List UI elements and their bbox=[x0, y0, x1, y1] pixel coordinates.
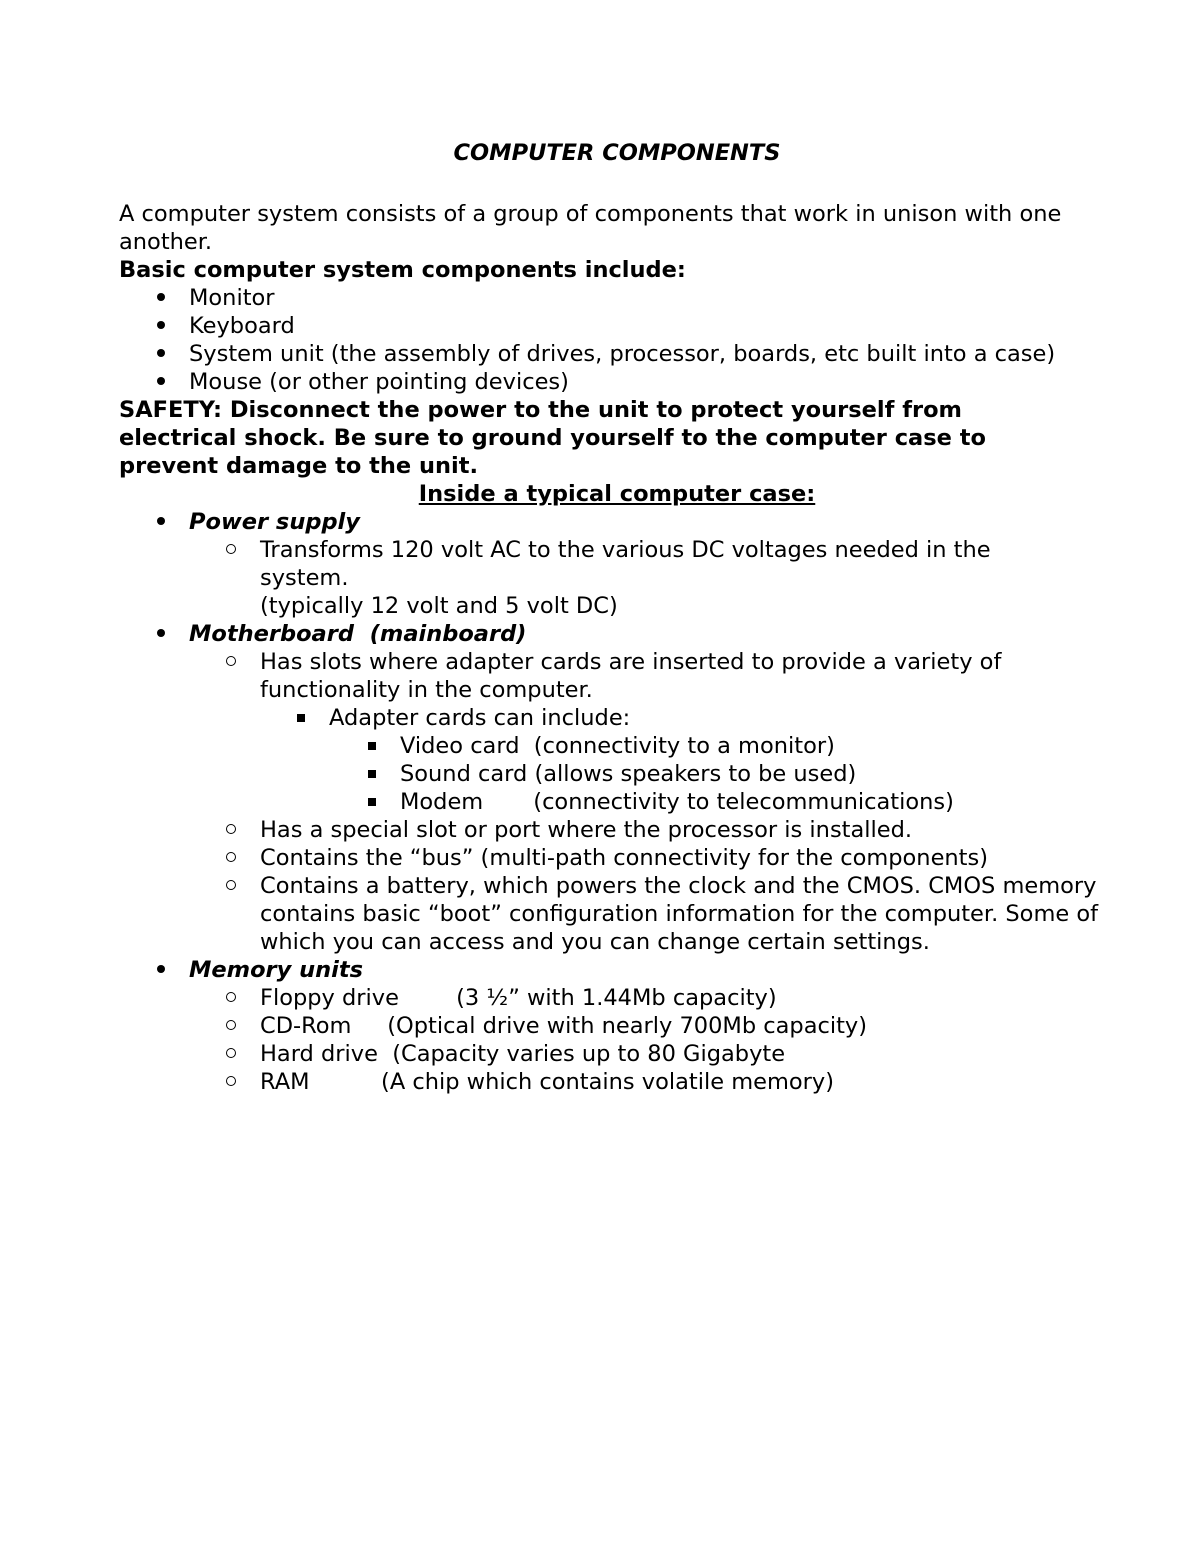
circle-bullet-icon bbox=[221, 984, 241, 1012]
list-item-motherboard: Motherboard (mainboard) bbox=[119, 620, 1109, 648]
list-item: Floppy drive (3 ½” with 1.44Mb capacity) bbox=[119, 984, 1109, 1012]
bullet-icon bbox=[151, 340, 171, 368]
basic-components-heading: Basic computer system components include: bbox=[119, 257, 686, 283]
list-item: Hard drive (Capacity varies up to 80 Gigabyte bbox=[119, 1040, 1109, 1068]
list-item: Keyboard bbox=[119, 312, 1109, 340]
square-bullet-icon bbox=[362, 788, 382, 816]
circle-bullet-icon bbox=[221, 844, 241, 872]
list-item: Monitor bbox=[119, 284, 1109, 312]
list-item: RAM (A chip which contains volatile memory) bbox=[119, 1068, 1109, 1096]
circle-bullet-icon bbox=[221, 536, 241, 564]
list-item: CD-Rom (Optical drive with nearly 700Mb capacity) bbox=[119, 1012, 1109, 1040]
bullet-icon bbox=[151, 368, 171, 396]
list-item: Has slots where adapter cards are inserted to provide a variety of functionality in the computer. bbox=[119, 648, 1109, 704]
list-item: Contains a battery, which powers the clock and the CMOS. CMOS memory contains basic “boot” configuration information for the computer. Some of which you can access and you can change certain settings. bbox=[119, 872, 1109, 956]
circle-bullet-icon bbox=[221, 648, 241, 676]
circle-bullet-icon bbox=[221, 816, 241, 844]
case-components-list bbox=[119, 508, 1109, 1096]
bullet-icon bbox=[151, 312, 171, 340]
circle-bullet-icon bbox=[221, 1068, 241, 1096]
list-item: Adapter cards can include: bbox=[119, 704, 1109, 732]
intro-paragraph: A computer system consists of a group of components that work in unison with one another. bbox=[119, 201, 1062, 255]
list-item: Video card (connectivity to a monitor) bbox=[119, 732, 1109, 760]
bullet-icon bbox=[151, 956, 171, 984]
inside-case-heading: Inside a typical computer case: bbox=[418, 481, 816, 507]
bullet-icon bbox=[151, 284, 171, 312]
list-item: Has a special slot or port where the processor is installed. bbox=[119, 816, 1109, 844]
list-item: Transforms 120 volt AC to the various DC voltages needed in the system. (typically 12 volt and 5 volt DC) bbox=[119, 536, 1109, 620]
basic-components-list bbox=[119, 284, 1109, 396]
square-bullet-icon bbox=[362, 760, 382, 788]
list-item: Modem (connectivity to telecommunications) bbox=[119, 788, 1109, 816]
list-item: System unit (the assembly of drives, processor, boards, etc built into a case) bbox=[119, 340, 1109, 368]
circle-bullet-icon bbox=[221, 872, 241, 900]
bullet-icon bbox=[151, 508, 171, 536]
list-item-power-supply: Power supply bbox=[119, 508, 1109, 536]
list-item: Sound card (allows speakers to be used) bbox=[119, 760, 1109, 788]
bullet-icon bbox=[151, 620, 171, 648]
safety-warning: SAFETY: Disconnect the power to the unit to protect yourself from electrical shock. Be sure to ground yourself to the computer case to prevent damage to the unit. bbox=[119, 397, 986, 479]
document-page bbox=[119, 139, 1109, 1096]
list-item: Contains the “bus” (multi-path connectivity for the components) bbox=[119, 844, 1109, 872]
circle-bullet-icon bbox=[221, 1040, 241, 1068]
square-bullet-icon bbox=[362, 732, 382, 760]
circle-bullet-icon bbox=[221, 1012, 241, 1040]
list-item-memory-units: Memory units bbox=[119, 956, 1109, 984]
list-item: Mouse (or other pointing devices) bbox=[119, 368, 1109, 396]
document-title: COMPUTER COMPONENTS bbox=[453, 140, 781, 166]
square-bullet-icon bbox=[291, 704, 311, 732]
